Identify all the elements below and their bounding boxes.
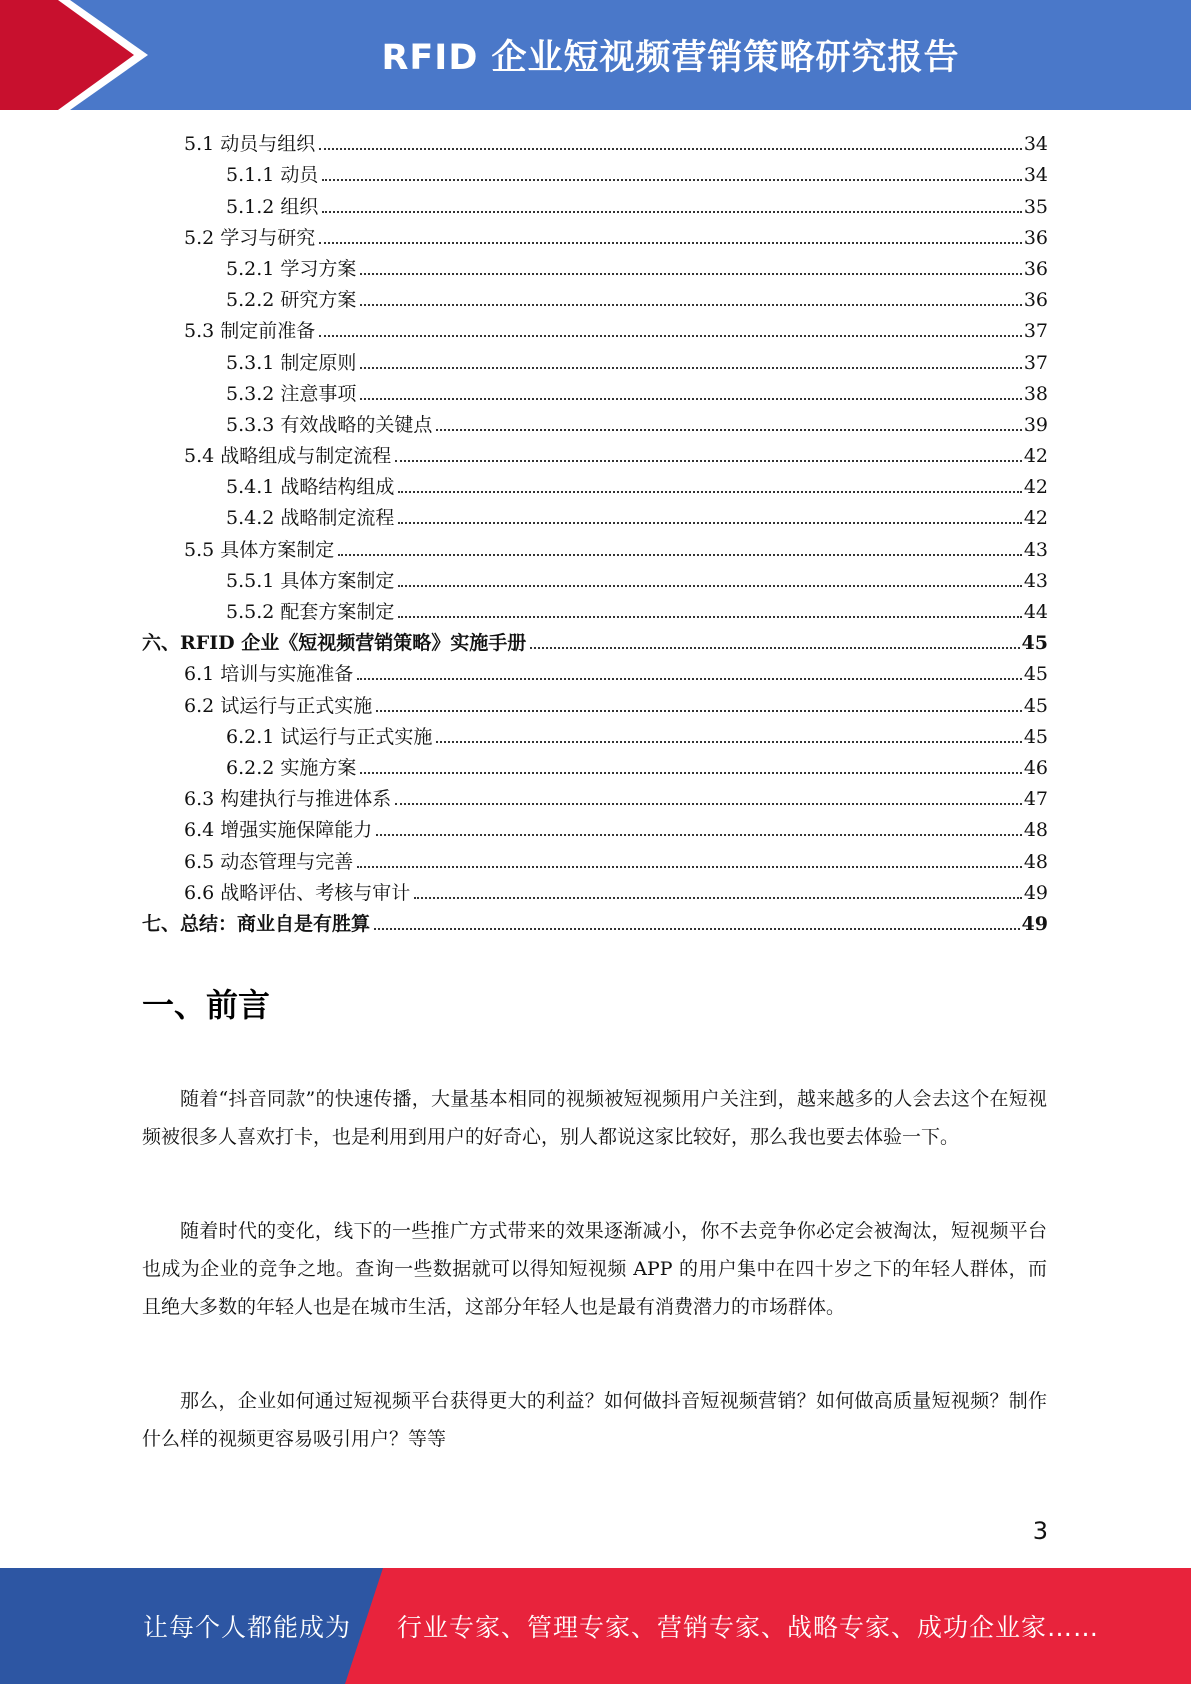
toc-entry-label: 6.3 构建执行与推进体系 [184, 788, 392, 811]
toc-dot-leader [395, 460, 1022, 462]
toc-entry[interactable] [142, 190, 1048, 221]
toc-entry-label: 5.2 学习与研究 [184, 226, 316, 249]
toc-entry-label: 5.3.1 制定原则 [226, 351, 357, 374]
toc-entry-page: 44 [1023, 601, 1048, 623]
toc-entry[interactable] [142, 658, 1048, 689]
toc-entry-label: 5.4.1 战略结构组成 [226, 476, 395, 499]
toc-entry-page: 49 [1023, 881, 1048, 904]
toc-dot-leader [360, 398, 1021, 400]
table-of-contents [142, 128, 1048, 939]
toc-entry[interactable] [142, 315, 1048, 346]
toc-entry-page: 48 [1023, 850, 1048, 873]
toc-entry-label: 6.1 培训与实施准备 [184, 663, 354, 686]
toc-entry-label: 5.1.2 组织 [226, 195, 319, 218]
toc-dot-leader [357, 678, 1022, 680]
toc-dot-leader [360, 273, 1021, 275]
toc-entry[interactable] [142, 502, 1048, 533]
toc-entry[interactable] [142, 721, 1048, 752]
toc-entry[interactable] [142, 783, 1048, 814]
toc-dot-leader [414, 897, 1022, 899]
toc-entry-page: 37 [1023, 320, 1048, 343]
toc-entry-label: 六、RFID 企业《短视频营销策略》实施手册 [142, 632, 527, 655]
toc-dot-leader [398, 616, 1021, 618]
toc-entry-label: 5.2.1 学习方案 [226, 257, 357, 280]
toc-dot-leader [398, 522, 1021, 524]
toc-entry-page: 35 [1023, 195, 1048, 218]
toc-dot-leader [338, 554, 1022, 556]
toc-entry-label: 5.3.2 注意事项 [226, 382, 357, 405]
toc-entry[interactable] [142, 596, 1048, 627]
toc-entry-label: 6.6 战略评估、考核与审计 [184, 881, 411, 904]
toc-dot-leader [360, 304, 1021, 306]
toc-dot-leader [360, 367, 1021, 369]
toc-entry[interactable] [142, 533, 1048, 564]
toc-entry-page: 42 [1023, 507, 1048, 530]
toc-entry[interactable] [142, 908, 1048, 939]
page-footer [0, 1568, 1191, 1684]
toc-entry-page: 36 [1023, 289, 1048, 312]
toc-entry[interactable] [142, 752, 1048, 783]
toc-entry-page: 34 [1023, 164, 1048, 187]
section-heading: 一、前言 [142, 986, 271, 1024]
toc-entry[interactable] [142, 845, 1048, 876]
toc-entry-page: 36 [1023, 226, 1048, 249]
toc-entry-label: 5.3.3 有效战略的关键点 [226, 413, 433, 436]
toc-entry-page: 37 [1023, 351, 1048, 374]
toc-entry-page: 48 [1023, 819, 1048, 842]
toc-entry-label: 七、总结：商业自是有胜算 [142, 912, 371, 935]
toc-dot-leader [319, 148, 1022, 150]
toc-entry-page: 45 [1021, 632, 1048, 655]
toc-entry-label: 5.4 战略组成与制定流程 [184, 445, 392, 468]
toc-entry[interactable] [142, 440, 1048, 471]
toc-dot-leader [376, 834, 1022, 836]
toc-entry[interactable] [142, 877, 1048, 908]
toc-dot-leader [376, 710, 1022, 712]
toc-entry-label: 5.4.2 战略制定流程 [226, 507, 395, 530]
toc-entry[interactable] [142, 689, 1048, 720]
toc-dot-leader [360, 772, 1021, 774]
toc-entry[interactable] [142, 253, 1048, 284]
toc-entry-page: 45 [1023, 725, 1048, 748]
toc-entry[interactable] [142, 284, 1048, 315]
toc-dot-leader [319, 335, 1022, 337]
toc-entry-page: 43 [1023, 569, 1048, 592]
toc-entry-page: 45 [1023, 663, 1048, 686]
toc-entry-page: 49 [1021, 912, 1048, 935]
toc-entry-page: 46 [1023, 756, 1048, 779]
toc-entry-label: 6.4 增强实施保障能力 [184, 819, 373, 842]
report-title: RFID 企业短视频营销策略研究报告 [381, 38, 960, 78]
page-number: 3 [1032, 1517, 1048, 1545]
toc-entry-label: 6.2.2 实施方案 [226, 756, 357, 779]
paragraph: 随着时代的变化，线下的一些推广方式带来的效果逐渐减小，你不去竞争你必定会被淘汰，短视频平台也成为企业的竞争之地。查询一些数据就可以得知短视频 APP 的用户集中在四十岁之下的年轻人群体，而且绝大多数的年轻人也是在城市生活，这部分年轻人也是最有消费潜力的市场群体。 [142, 1220, 1047, 1318]
page-header [0, 0, 1191, 110]
toc-entry[interactable] [142, 471, 1048, 502]
toc-entry[interactable] [142, 159, 1048, 190]
toc-dot-leader [436, 429, 1021, 431]
toc-dot-leader [319, 242, 1022, 244]
toc-entry[interactable] [142, 378, 1048, 409]
toc-entry-page: 47 [1023, 788, 1048, 811]
toc-entry-page: 36 [1023, 257, 1048, 280]
toc-dot-leader [395, 803, 1022, 805]
toc-entry-label: 5.1.1 动员 [226, 164, 319, 187]
toc-entry-page: 39 [1023, 413, 1048, 436]
toc-entry-page: 38 [1023, 382, 1048, 405]
toc-entry-label: 5.1 动员与组织 [184, 133, 316, 156]
toc-entry-label: 5.5 具体方案制定 [184, 538, 335, 561]
toc-entry[interactable] [142, 409, 1048, 440]
footer-slogan-right: 行业专家、管理专家、营销专家、战略专家、成功企业家…… [397, 1613, 1100, 1642]
paragraph: 那么，企业如何通过短视频平台获得更大的利益？如何做抖音短视频营销？如何做高质量短视频？制作什么样的视频更容易吸引用户？等等 [142, 1390, 1047, 1450]
toc-entry-label: 6.5 动态管理与完善 [184, 850, 354, 873]
toc-entry-label: 5.2.2 研究方案 [226, 289, 357, 312]
toc-entry[interactable] [142, 222, 1048, 253]
toc-entry[interactable] [142, 814, 1048, 845]
footer-slogan-left: 让每个人都能成为 [143, 1613, 352, 1642]
toc-entry[interactable] [142, 346, 1048, 377]
toc-entry-page: 42 [1023, 445, 1048, 468]
toc-dot-leader [374, 928, 1020, 930]
toc-dot-leader [436, 741, 1021, 743]
toc-entry-label: 5.3 制定前准备 [184, 320, 316, 343]
toc-dot-leader [322, 179, 1021, 181]
toc-entry[interactable] [142, 128, 1048, 159]
paragraph: 随着“抖音同款”的快速传播，大量基本相同的视频被短视频用户关注到，越来越多的人会去这个在短视频被很多人喜欢打卡，也是利用到用户的好奇心，别人都说这家比较好，那么我也要去体验一下。 [142, 1088, 1047, 1148]
toc-entry[interactable] [142, 565, 1048, 596]
toc-entry-page: 43 [1023, 538, 1048, 561]
toc-entry-page: 42 [1023, 476, 1048, 499]
toc-entry-page: 34 [1023, 133, 1048, 156]
toc-dot-leader [398, 491, 1021, 493]
toc-dot-leader [398, 585, 1021, 587]
toc-dot-leader [530, 647, 1019, 649]
toc-entry-page: 45 [1023, 694, 1048, 717]
toc-entry[interactable] [142, 627, 1048, 658]
toc-dot-leader [357, 866, 1022, 868]
section-body [142, 1080, 1047, 1514]
toc-entry-label: 5.5.1 具体方案制定 [226, 569, 395, 592]
toc-dot-leader [322, 211, 1021, 213]
toc-entry-label: 6.2 试运行与正式实施 [184, 694, 373, 717]
toc-entry-label: 5.5.2 配套方案制定 [226, 601, 395, 623]
toc-entry-label: 6.2.1 试运行与正式实施 [226, 725, 433, 748]
